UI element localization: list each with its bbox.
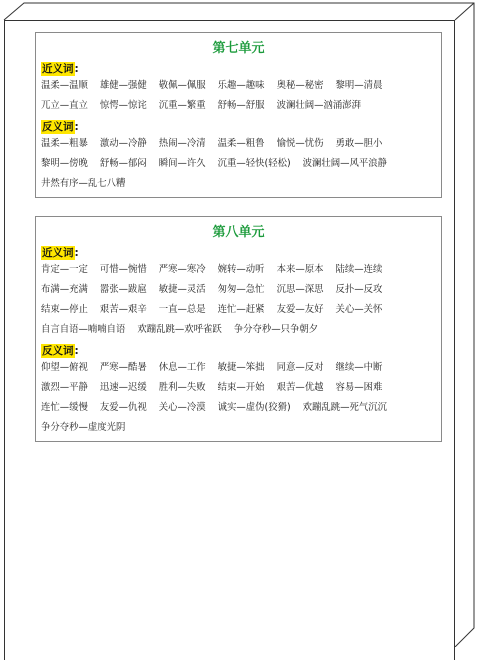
unit7-antonyms-row [36,134,441,154]
word-pair: 胜利—失败 [158,382,206,393]
word-pair: 温柔—温顺 [41,80,88,91]
unit7-synonyms-row [36,96,441,116]
word-pair: 黎明—傍晚 [41,158,88,169]
word-pair: 友爱—友好 [276,304,324,315]
unit7-synonym-label: 近义词 [42,63,74,75]
word-pair: 温柔—粗暴 [41,138,88,149]
word-pair: 沉重—轻快(轻松) [217,158,291,169]
word-pair: 同意—反对 [276,362,324,373]
word-pair: 温柔—粗鲁 [217,138,265,149]
word-pair: 兀立—直立 [41,100,88,111]
word-pair: 乐趣—趣味 [217,80,265,91]
word-pair: 激动—冷静 [99,138,147,149]
word-pair: 敬佩—佩服 [158,80,206,91]
word-pair: 严寒—寒冷 [158,264,206,275]
unit8-antonyms-row [36,358,441,378]
word-pair: 关心—冷漠 [158,402,206,413]
word-pair: 自言自语—喃喃自语 [41,324,126,335]
word-pair: 勇敢—胆小 [335,138,383,149]
word-pair: 艰苦—艰辛 [99,304,147,315]
word-pair: 惊愕—惊诧 [99,100,147,111]
word-pair: 热闹—冷清 [158,138,206,149]
unit8-synonyms-row [36,320,441,340]
word-pair: 继续—中断 [335,362,383,373]
unit7-antonyms-row [36,174,441,194]
word-pair: 容易—困难 [335,382,383,393]
unit7-synonym-list [36,76,441,116]
unit8-synonym-label: 近义词 [42,247,74,259]
unit7-section [35,32,442,198]
word-pair: 严寒—酷暑 [99,362,147,373]
unit8-antonym-list [36,358,441,438]
unit7-antonym-label: 反义词 [42,121,74,133]
unit7-synonym-header: 近义词: [42,63,79,75]
word-pair: 肯定—一定 [41,264,88,275]
word-pair: 舒畅—郁闷 [99,158,147,169]
unit8-synonyms-row [36,260,441,280]
word-pair: 迅速—迟缓 [99,382,147,393]
word-pair: 匆匆—急忙 [217,284,265,295]
word-pair: 争分夺秒—虚度光阴 [41,422,126,433]
word-pair: 激烈—平静 [41,382,88,393]
unit7-antonym-list [36,134,441,194]
word-pair: 陆续—连续 [335,264,383,275]
word-pair: 愉悦—忧伤 [276,138,324,149]
word-pair: 争分夺秒—只争朝夕 [233,324,319,335]
unit8-synonym-header: 近义词: [42,247,79,259]
word-pair: 艰苦—优越 [276,382,324,393]
word-pair: 反扑—反攻 [335,284,383,295]
word-pair: 瞬间—许久 [158,158,206,169]
word-pair: 关心—关怀 [335,304,383,315]
word-pair: 波澜壮阔—汹涌澎湃 [276,100,361,111]
unit8-synonyms-row [36,300,441,320]
unit7-title: 第七单元 [212,41,265,56]
unit8-antonyms-row [36,418,441,438]
word-pair: 结束—开始 [217,382,265,393]
word-pair: 井然有序—乱七八糟 [41,178,126,189]
unit8-antonym-header: 反义词: [42,345,79,357]
word-pair: 结束—停止 [41,304,88,315]
unit8-antonym-label: 反义词 [42,345,74,357]
word-pair: 沉重—繁重 [158,100,206,111]
word-pair: 一直—总是 [158,304,206,315]
word-pair: 本来—原本 [276,264,324,275]
word-pair: 欢蹦乱跳—死气沉沉 [302,402,388,413]
word-pair: 沉思—深思 [276,284,324,295]
word-pair: 敏捷—笨拙 [217,362,265,373]
word-pair: 连忙—赶紧 [217,304,265,315]
word-pair: 布满—充满 [41,284,88,295]
unit8-synonym-list [36,260,441,340]
word-pair: 连忙—缓慢 [41,402,88,413]
word-pair: 可惜—惋惜 [99,264,147,275]
unit7-antonyms-row [36,154,441,174]
word-pair: 奥秘—秘密 [276,80,324,91]
word-pair: 波澜壮阔—风平浪静 [302,158,388,169]
word-pair: 诚实—虚伪(狡猾) [217,402,291,413]
unit8-antonyms-row [36,398,441,418]
word-pair: 休息—工作 [158,362,206,373]
word-pair: 舒畅—舒服 [217,100,265,111]
word-pair: 婉转—动听 [217,264,265,275]
unit8-section [35,216,442,442]
word-pair: 欢蹦乱跳—欢呼雀跃 [137,324,222,335]
word-pair: 敏捷—灵活 [158,284,206,295]
word-pair: 仰望—俯视 [41,362,88,373]
unit8-title: 第八单元 [212,225,265,240]
word-pair: 嚣张—跋扈 [99,284,147,295]
word-pair: 黎明—清晨 [335,80,383,91]
unit8-synonyms-row [36,280,441,300]
unit7-antonym-header: 反义词: [42,121,79,133]
unit8-antonyms-row [36,378,441,398]
word-pair: 雄健—强健 [99,80,147,91]
word-pair: 友爱—仇视 [99,402,147,413]
unit7-synonyms-row [36,76,441,96]
